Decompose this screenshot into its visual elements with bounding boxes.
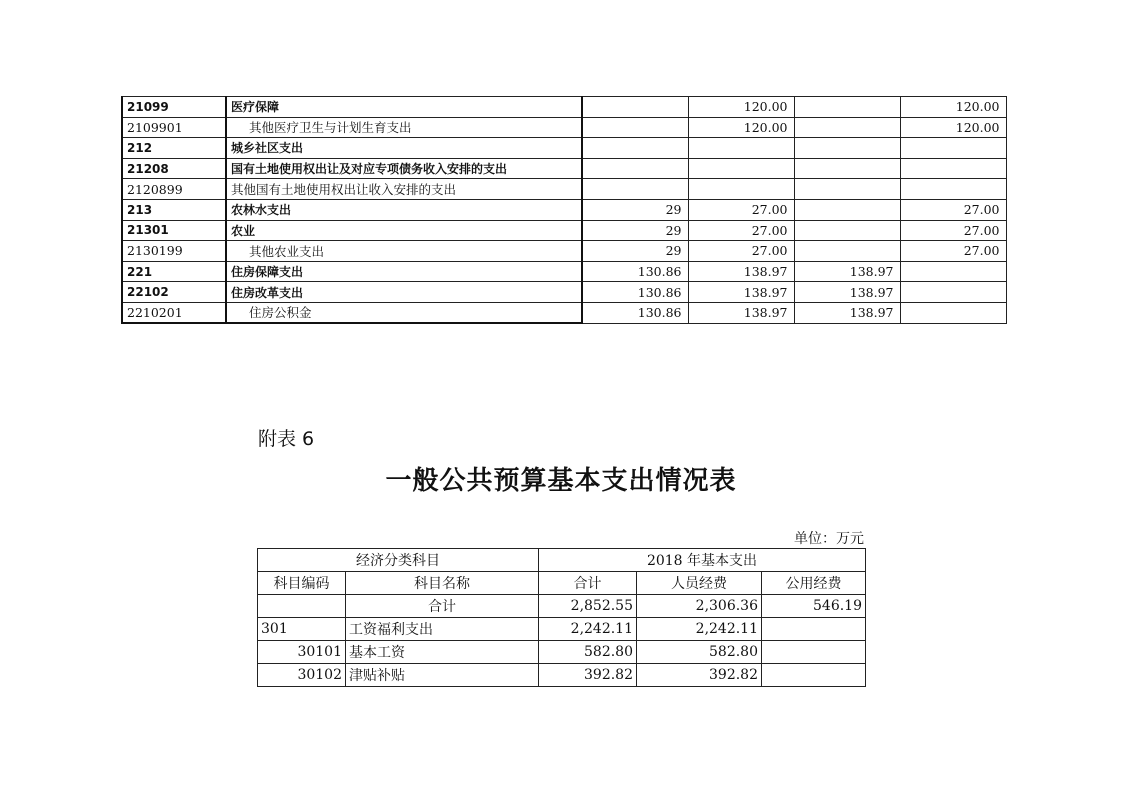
value-col-2-cell: 27.00 bbox=[688, 241, 794, 262]
value-col-4-cell bbox=[900, 138, 1006, 159]
value-col-1-cell: 29 bbox=[582, 241, 688, 262]
subject-code-cell: 301 bbox=[258, 618, 346, 641]
subject-name-cell: 基本工资 bbox=[346, 641, 539, 664]
subject-code-cell: 21099 bbox=[122, 97, 226, 118]
value-col-1-cell bbox=[582, 138, 688, 159]
table-row bbox=[122, 282, 1006, 303]
table-row bbox=[122, 241, 1006, 262]
header-public-cost: 公用经费 bbox=[762, 572, 866, 595]
value-col-2-cell: 138.97 bbox=[688, 282, 794, 303]
public-cost-cell: 546.19 bbox=[762, 595, 866, 618]
value-col-3-cell bbox=[794, 117, 900, 138]
table-row bbox=[258, 595, 866, 618]
personnel-cost-cell: 2,306.36 bbox=[637, 595, 762, 618]
subject-name-cell: 合计 bbox=[346, 595, 539, 618]
public-cost-cell bbox=[762, 641, 866, 664]
value-col-2-cell: 138.97 bbox=[688, 302, 794, 323]
total-cell: 582.80 bbox=[539, 641, 637, 664]
subject-code-cell: 21208 bbox=[122, 158, 226, 179]
value-col-1-cell: 29 bbox=[582, 199, 688, 220]
subject-name-cell: 城乡社区支出 bbox=[226, 138, 582, 159]
value-col-1-cell: 130.86 bbox=[582, 261, 688, 282]
value-col-3-cell bbox=[794, 220, 900, 241]
value-col-3-cell: 138.97 bbox=[794, 302, 900, 323]
subject-code-cell: 2130199 bbox=[122, 241, 226, 262]
subject-code-cell: 213 bbox=[122, 199, 226, 220]
value-col-4-cell bbox=[900, 302, 1006, 323]
total-cell: 2,852.55 bbox=[539, 595, 637, 618]
value-col-4-cell bbox=[900, 282, 1006, 303]
value-col-2-cell bbox=[688, 138, 794, 159]
subject-name-cell: 津贴补贴 bbox=[346, 664, 539, 687]
value-col-2-cell bbox=[688, 179, 794, 200]
subject-code-cell: 21301 bbox=[122, 220, 226, 241]
value-col-3-cell bbox=[794, 241, 900, 262]
subject-name-cell: 其他医疗卫生与计划生育支出 bbox=[226, 117, 582, 138]
value-col-1-cell bbox=[582, 179, 688, 200]
total-cell: 392.82 bbox=[539, 664, 637, 687]
value-col-2-cell: 27.00 bbox=[688, 220, 794, 241]
table-row bbox=[122, 117, 1006, 138]
value-col-3-cell bbox=[794, 97, 900, 118]
value-col-3-cell bbox=[794, 179, 900, 200]
budget-detail-table-body bbox=[122, 97, 1006, 324]
value-col-3-cell bbox=[794, 138, 900, 159]
personnel-cost-cell: 582.80 bbox=[637, 641, 762, 664]
value-col-2-cell: 138.97 bbox=[688, 261, 794, 282]
value-col-2-cell: 120.00 bbox=[688, 117, 794, 138]
subject-code-cell: 2109901 bbox=[122, 117, 226, 138]
value-col-4-cell: 27.00 bbox=[900, 199, 1006, 220]
total-cell: 2,242.11 bbox=[539, 618, 637, 641]
subject-code-cell: 2210201 bbox=[122, 302, 226, 323]
header-subject-code: 科目编码 bbox=[258, 572, 346, 595]
table-row bbox=[122, 302, 1006, 323]
subject-name-cell: 农林水支出 bbox=[226, 199, 582, 220]
table-row bbox=[122, 97, 1006, 118]
value-col-1-cell: 29 bbox=[582, 220, 688, 241]
table-row bbox=[258, 641, 866, 664]
value-col-2-cell: 27.00 bbox=[688, 199, 794, 220]
value-col-3-cell bbox=[794, 158, 900, 179]
subject-name-cell: 住房公积金 bbox=[226, 302, 582, 323]
subject-name-cell: 农业 bbox=[226, 220, 582, 241]
subject-code-cell: 2120899 bbox=[122, 179, 226, 200]
personnel-cost-cell: 2,242.11 bbox=[637, 618, 762, 641]
table-row bbox=[122, 220, 1006, 241]
public-cost-cell bbox=[762, 664, 866, 687]
value-col-3-cell: 138.97 bbox=[794, 261, 900, 282]
table-row bbox=[258, 618, 866, 641]
basic-expenditure-table-body bbox=[258, 595, 866, 687]
public-cost-cell bbox=[762, 618, 866, 641]
header-total: 合计 bbox=[539, 572, 637, 595]
subject-code-cell: 221 bbox=[122, 261, 226, 282]
header-row bbox=[258, 572, 866, 595]
value-col-2-cell bbox=[688, 158, 794, 179]
value-col-2-cell: 120.00 bbox=[688, 97, 794, 118]
value-col-4-cell bbox=[900, 261, 1006, 282]
budget-detail-table-continued bbox=[121, 96, 1007, 324]
value-col-4-cell: 27.00 bbox=[900, 220, 1006, 241]
value-col-1-cell: 130.86 bbox=[582, 302, 688, 323]
table-row bbox=[122, 199, 1006, 220]
subject-name-cell: 其他国有土地使用权出让收入安排的支出 bbox=[226, 179, 582, 200]
value-col-1-cell bbox=[582, 97, 688, 118]
subject-code-cell: 22102 bbox=[122, 282, 226, 303]
value-col-4-cell bbox=[900, 158, 1006, 179]
subject-code-cell: 30101 bbox=[258, 641, 346, 664]
subject-code-cell: 212 bbox=[122, 138, 226, 159]
value-col-1-cell bbox=[582, 158, 688, 179]
appendix-label: 附表 6 bbox=[258, 428, 315, 450]
subject-name-cell: 工资福利支出 bbox=[346, 618, 539, 641]
table-row bbox=[122, 158, 1006, 179]
value-col-4-cell bbox=[900, 179, 1006, 200]
personnel-cost-cell: 392.82 bbox=[637, 664, 762, 687]
subject-name-cell: 国有土地使用权出让及对应专项债务收入安排的支出 bbox=[226, 158, 582, 179]
value-col-1-cell bbox=[582, 117, 688, 138]
unit-label: 单位：万元 bbox=[794, 531, 864, 547]
header-subject-name: 科目名称 bbox=[346, 572, 539, 595]
value-col-1-cell: 130.86 bbox=[582, 282, 688, 303]
page-title: 一般公共预算基本支出情况表 bbox=[385, 466, 737, 496]
value-col-3-cell bbox=[794, 199, 900, 220]
header-basic-expenditure-2018: 2018 年基本支出 bbox=[539, 549, 866, 572]
header-personnel-cost: 人员经费 bbox=[637, 572, 762, 595]
table-row bbox=[122, 261, 1006, 282]
subject-code-cell: 30102 bbox=[258, 664, 346, 687]
subject-name-cell: 医疗保障 bbox=[226, 97, 582, 118]
subject-code-cell bbox=[258, 595, 346, 618]
value-col-4-cell: 120.00 bbox=[900, 117, 1006, 138]
subject-name-cell: 住房保障支出 bbox=[226, 261, 582, 282]
table-row bbox=[122, 138, 1006, 159]
header-economic-classification: 经济分类科目 bbox=[258, 549, 539, 572]
table-row bbox=[122, 179, 1006, 200]
header-group-row bbox=[258, 549, 866, 572]
value-col-4-cell: 120.00 bbox=[900, 97, 1006, 118]
value-col-4-cell: 27.00 bbox=[900, 241, 1006, 262]
subject-name-cell: 其他农业支出 bbox=[226, 241, 582, 262]
basic-expenditure-table bbox=[257, 548, 866, 687]
value-col-3-cell: 138.97 bbox=[794, 282, 900, 303]
subject-name-cell: 住房改革支出 bbox=[226, 282, 582, 303]
table-row bbox=[258, 664, 866, 687]
